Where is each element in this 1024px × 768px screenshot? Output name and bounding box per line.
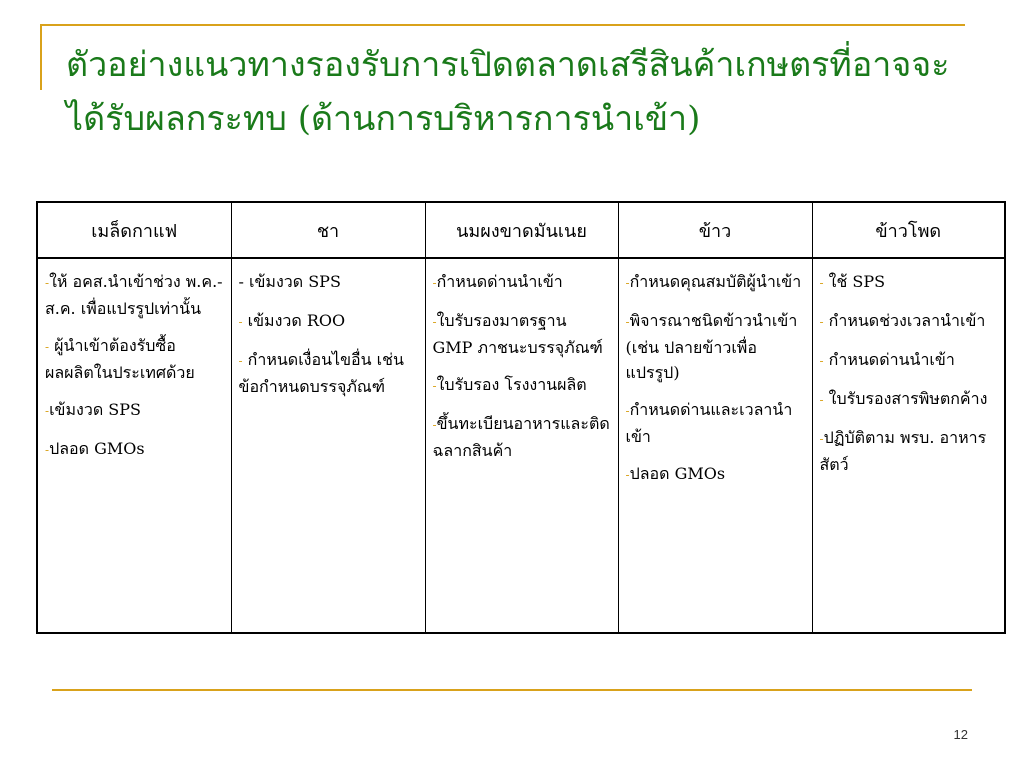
- cell-corn: [812, 258, 1005, 633]
- page-number: 12: [953, 727, 968, 742]
- bullet-dash: -: [432, 379, 437, 393]
- bullet-dash: -: [45, 443, 50, 457]
- table-header-row: [37, 202, 1005, 258]
- list-item: [45, 269, 224, 321]
- list-item: [820, 269, 998, 296]
- table-body-row: [37, 258, 1005, 633]
- item-text: ใบรับรอง โรงงานผลิต: [436, 375, 587, 394]
- list-item: [626, 308, 805, 385]
- list-item: [433, 308, 611, 360]
- bullet-dash: -: [819, 432, 824, 446]
- cell-coffee-beans: [37, 258, 231, 633]
- header-tea: ชา: [231, 202, 425, 258]
- slide-title-line-1: ตัวอย่างแนวทางรองรับการเปิดตลาดเสรีสินค้าเกษตรที่อาจจะ: [66, 45, 950, 85]
- item-text: - เข้มงวด SPS: [238, 272, 341, 291]
- bullet-dash: -: [238, 315, 243, 329]
- bottom-accent-rule: [52, 689, 972, 691]
- item-text: ปลอด GMOs: [629, 464, 726, 483]
- list-item: [239, 308, 418, 335]
- header-skim-milk-powder: นมผงขาดมันเนย: [425, 202, 618, 258]
- list-item: [820, 425, 998, 477]
- item-text: กำหนดเงื่อนไขอื่น เช่นข้อกำหนดบรรจุภัณฑ์: [238, 350, 404, 396]
- bullet-dash: -: [819, 276, 824, 290]
- list-item: [433, 372, 611, 399]
- bullet-dash: -: [45, 340, 50, 354]
- item-text: ขึ้นทะเบียนอาหารและติดฉลากสินค้า: [432, 414, 610, 460]
- bullet-dash: -: [625, 315, 630, 329]
- cell-rice: [618, 258, 812, 633]
- bullet-dash: -: [625, 404, 630, 418]
- cell-tea: [231, 258, 425, 633]
- bullet-dash: -: [238, 354, 243, 368]
- bullet-dash: -: [432, 315, 437, 329]
- item-text: ใช้ SPS: [823, 272, 886, 291]
- cell-skim-milk-powder: [425, 258, 618, 633]
- list-item: [239, 347, 418, 399]
- item-text: กำหนดด่านนำเข้า: [436, 272, 563, 291]
- list-item: [626, 397, 805, 449]
- item-text: เข้มงวด ROO: [242, 311, 346, 330]
- bullet-dash: -: [625, 468, 630, 482]
- bullet-dash: -: [625, 276, 630, 290]
- bullet-dash: -: [819, 393, 824, 407]
- list-item: [626, 461, 805, 488]
- bullet-dash: -: [819, 354, 824, 368]
- header-corn: ข้าวโพด: [812, 202, 1005, 258]
- bullet-dash: -: [432, 418, 437, 432]
- bullet-dash: -: [45, 404, 50, 418]
- top-accent-rule: [40, 24, 965, 26]
- list-item: [45, 333, 224, 385]
- import-measures-table: [36, 201, 1006, 634]
- list-item: [820, 386, 998, 413]
- item-text: กำหนดช่วงเวลานำเข้า: [823, 311, 986, 330]
- item-text: กำหนดด่านนำเข้า: [823, 350, 955, 369]
- item-text: ให้ อคส.นำเข้าช่วง พ.ค.-ส.ค. เพื่อแปรรูปเท่านั้น: [45, 272, 223, 318]
- bullet-dash: -: [819, 315, 824, 329]
- list-item: [45, 436, 224, 463]
- item-text: ใบรับรองมาตรฐาน GMP ภาชนะบรรจุภัณฑ์: [432, 311, 603, 357]
- item-text: ปลอด GMOs: [49, 439, 145, 458]
- list-item: [820, 308, 998, 335]
- item-text: ปฏิบัติตาม พรบ. อาหารสัตว์: [819, 428, 987, 474]
- list-item: [433, 411, 611, 463]
- list-item: [433, 269, 611, 296]
- header-coffee-beans: เมล็ดกาแฟ: [37, 202, 231, 258]
- slide-title-line-2: ได้รับผลกระทบ (ด้านการบริหารการนำเข้า): [66, 99, 701, 139]
- list-item: [45, 397, 224, 424]
- item-text: ใบรับรองสารพิษตกค้าง: [823, 389, 988, 408]
- slide-title: [66, 38, 986, 146]
- item-text: กำหนดคุณสมบัติผู้นำเข้า: [629, 272, 802, 291]
- side-accent-rule: [40, 24, 42, 90]
- bullet-dash: -: [432, 276, 437, 290]
- item-text: กำหนดด่านและเวลานำเข้า: [625, 400, 793, 446]
- bullet-dash: -: [45, 276, 50, 290]
- list-item: [239, 269, 418, 296]
- item-text: พิจารณาชนิดข้าวนำเข้า (เช่น ปลายข้าวเพื่อแปรรูป): [625, 311, 798, 382]
- item-text: เข้มงวด SPS: [49, 400, 141, 419]
- list-item: [626, 269, 805, 296]
- item-text: ผู้นำเข้าต้องรับซื้อผลผลิตในประเทศด้วย: [45, 336, 195, 382]
- header-rice: ข้าว: [618, 202, 812, 258]
- list-item: [820, 347, 998, 374]
